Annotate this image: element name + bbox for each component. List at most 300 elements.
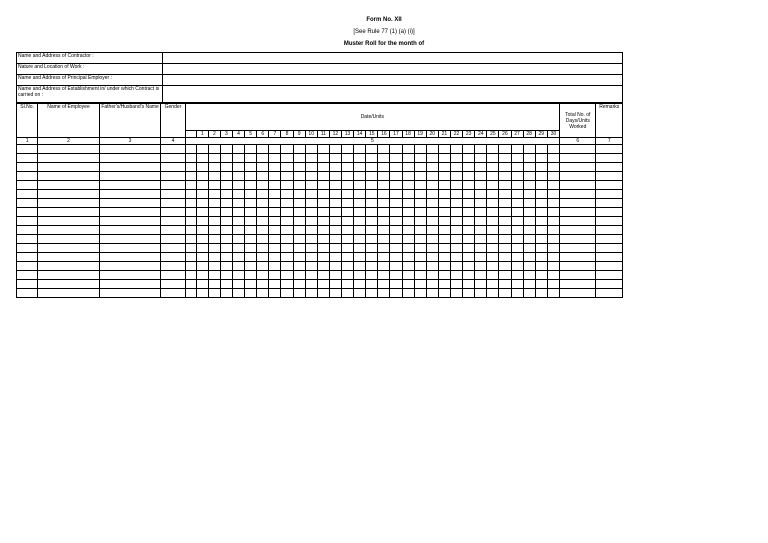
table-cell[interactable] bbox=[281, 226, 293, 235]
table-cell[interactable] bbox=[196, 208, 208, 217]
table-cell[interactable] bbox=[185, 154, 196, 163]
table-cell[interactable] bbox=[378, 226, 390, 235]
table-cell[interactable] bbox=[317, 199, 329, 208]
table-cell[interactable] bbox=[511, 163, 523, 172]
table-cell[interactable] bbox=[38, 235, 100, 244]
table-cell[interactable] bbox=[402, 235, 414, 244]
table-cell[interactable] bbox=[366, 271, 378, 280]
table-cell[interactable] bbox=[305, 181, 317, 190]
table-cell[interactable] bbox=[281, 154, 293, 163]
table-cell[interactable] bbox=[38, 181, 100, 190]
table-cell[interactable] bbox=[185, 172, 196, 181]
table-cell[interactable] bbox=[438, 235, 450, 244]
table-cell[interactable] bbox=[220, 181, 232, 190]
table-cell[interactable] bbox=[378, 154, 390, 163]
table-cell[interactable] bbox=[547, 253, 559, 262]
table-cell[interactable] bbox=[38, 289, 100, 298]
table-cell[interactable] bbox=[499, 271, 511, 280]
table-cell[interactable] bbox=[547, 163, 559, 172]
table-cell[interactable] bbox=[161, 190, 185, 199]
table-cell[interactable] bbox=[354, 163, 366, 172]
table-cell[interactable] bbox=[414, 271, 426, 280]
table-cell[interactable] bbox=[523, 226, 535, 235]
table-cell[interactable] bbox=[269, 244, 281, 253]
table-cell[interactable] bbox=[499, 253, 511, 262]
table-cell[interactable] bbox=[317, 244, 329, 253]
table-cell[interactable] bbox=[354, 181, 366, 190]
table-cell[interactable] bbox=[366, 181, 378, 190]
table-cell[interactable] bbox=[17, 163, 38, 172]
table-cell[interactable] bbox=[450, 253, 462, 262]
table-cell[interactable] bbox=[450, 217, 462, 226]
table-cell[interactable] bbox=[414, 172, 426, 181]
table-cell[interactable] bbox=[596, 154, 623, 163]
table-cell[interactable] bbox=[38, 199, 100, 208]
table-cell[interactable] bbox=[463, 217, 475, 226]
table-cell[interactable] bbox=[560, 271, 596, 280]
table-cell[interactable] bbox=[161, 154, 185, 163]
table-cell[interactable] bbox=[366, 163, 378, 172]
table-cell[interactable] bbox=[414, 262, 426, 271]
table-cell[interactable] bbox=[161, 271, 185, 280]
table-cell[interactable] bbox=[38, 226, 100, 235]
table-cell[interactable] bbox=[281, 289, 293, 298]
table-cell[interactable] bbox=[390, 199, 402, 208]
table-cell[interactable] bbox=[329, 235, 341, 244]
table-cell[interactable] bbox=[245, 280, 257, 289]
table-cell[interactable] bbox=[535, 235, 547, 244]
table-cell[interactable] bbox=[547, 217, 559, 226]
table-cell[interactable] bbox=[317, 217, 329, 226]
table-cell[interactable] bbox=[269, 172, 281, 181]
table-cell[interactable] bbox=[99, 253, 161, 262]
table-cell[interactable] bbox=[245, 199, 257, 208]
table-cell[interactable] bbox=[161, 244, 185, 253]
table-cell[interactable] bbox=[269, 217, 281, 226]
table-cell[interactable] bbox=[547, 262, 559, 271]
table-cell[interactable] bbox=[547, 154, 559, 163]
table-cell[interactable] bbox=[390, 208, 402, 217]
table-cell[interactable] bbox=[499, 190, 511, 199]
table-cell[interactable] bbox=[38, 190, 100, 199]
table-cell[interactable] bbox=[293, 280, 305, 289]
table-cell[interactable] bbox=[560, 190, 596, 199]
table-cell[interactable] bbox=[161, 226, 185, 235]
table-cell[interactable] bbox=[329, 181, 341, 190]
table-cell[interactable] bbox=[463, 181, 475, 190]
table-cell[interactable] bbox=[305, 217, 317, 226]
table-cell[interactable] bbox=[38, 145, 100, 154]
table-cell[interactable] bbox=[305, 244, 317, 253]
table-cell[interactable] bbox=[426, 172, 438, 181]
table-cell[interactable] bbox=[99, 181, 161, 190]
table-cell[interactable] bbox=[281, 217, 293, 226]
table-cell[interactable] bbox=[269, 262, 281, 271]
table-cell[interactable] bbox=[245, 217, 257, 226]
table-cell[interactable] bbox=[257, 271, 269, 280]
table-cell[interactable] bbox=[511, 280, 523, 289]
table-cell[interactable] bbox=[185, 190, 196, 199]
table-cell[interactable] bbox=[99, 235, 161, 244]
table-cell[interactable] bbox=[499, 208, 511, 217]
table-cell[interactable] bbox=[196, 226, 208, 235]
table-cell[interactable] bbox=[475, 244, 487, 253]
table-cell[interactable] bbox=[511, 271, 523, 280]
table-cell[interactable] bbox=[233, 235, 245, 244]
table-cell[interactable] bbox=[305, 289, 317, 298]
table-cell[interactable] bbox=[99, 289, 161, 298]
table-cell[interactable] bbox=[378, 244, 390, 253]
table-cell[interactable] bbox=[233, 154, 245, 163]
table-cell[interactable] bbox=[341, 181, 353, 190]
table-cell[interactable] bbox=[257, 289, 269, 298]
table-cell[interactable] bbox=[414, 280, 426, 289]
table-cell[interactable] bbox=[438, 262, 450, 271]
table-cell[interactable] bbox=[161, 217, 185, 226]
table-cell[interactable] bbox=[414, 289, 426, 298]
table-cell[interactable] bbox=[523, 217, 535, 226]
table-cell[interactable] bbox=[402, 271, 414, 280]
table-cell[interactable] bbox=[208, 145, 220, 154]
table-cell[interactable] bbox=[402, 262, 414, 271]
table-cell[interactable] bbox=[305, 199, 317, 208]
table-cell[interactable] bbox=[257, 217, 269, 226]
table-cell[interactable] bbox=[511, 253, 523, 262]
table-cell[interactable] bbox=[341, 235, 353, 244]
table-cell[interactable] bbox=[499, 280, 511, 289]
table-cell[interactable] bbox=[99, 172, 161, 181]
table-cell[interactable] bbox=[596, 199, 623, 208]
table-cell[interactable] bbox=[245, 163, 257, 172]
table-cell[interactable] bbox=[293, 199, 305, 208]
table-cell[interactable] bbox=[426, 226, 438, 235]
table-cell[interactable] bbox=[390, 280, 402, 289]
table-cell[interactable] bbox=[390, 190, 402, 199]
table-cell[interactable] bbox=[402, 244, 414, 253]
table-cell[interactable] bbox=[511, 172, 523, 181]
table-cell[interactable] bbox=[450, 226, 462, 235]
table-cell[interactable] bbox=[341, 244, 353, 253]
table-cell[interactable] bbox=[233, 181, 245, 190]
table-cell[interactable] bbox=[414, 181, 426, 190]
table-cell[interactable] bbox=[390, 181, 402, 190]
table-cell[interactable] bbox=[366, 190, 378, 199]
table-cell[interactable] bbox=[354, 208, 366, 217]
table-cell[interactable] bbox=[269, 199, 281, 208]
table-cell[interactable] bbox=[233, 190, 245, 199]
table-cell[interactable] bbox=[596, 271, 623, 280]
table-cell[interactable] bbox=[438, 271, 450, 280]
table-cell[interactable] bbox=[305, 271, 317, 280]
table-cell[interactable] bbox=[535, 271, 547, 280]
table-cell[interactable] bbox=[317, 145, 329, 154]
table-cell[interactable] bbox=[185, 145, 196, 154]
table-cell[interactable] bbox=[317, 289, 329, 298]
table-cell[interactable] bbox=[257, 172, 269, 181]
table-cell[interactable] bbox=[547, 226, 559, 235]
table-cell[interactable] bbox=[257, 244, 269, 253]
table-cell[interactable] bbox=[185, 271, 196, 280]
table-cell[interactable] bbox=[329, 208, 341, 217]
table-cell[interactable] bbox=[535, 226, 547, 235]
table-cell[interactable] bbox=[99, 190, 161, 199]
table-cell[interactable] bbox=[535, 181, 547, 190]
table-cell[interactable] bbox=[523, 145, 535, 154]
table-cell[interactable] bbox=[535, 208, 547, 217]
table-cell[interactable] bbox=[354, 172, 366, 181]
table-cell[interactable] bbox=[208, 271, 220, 280]
table-cell[interactable] bbox=[547, 172, 559, 181]
table-cell[interactable] bbox=[438, 145, 450, 154]
table-cell[interactable] bbox=[402, 226, 414, 235]
table-cell[interactable] bbox=[317, 226, 329, 235]
table-cell[interactable] bbox=[450, 289, 462, 298]
table-cell[interactable] bbox=[463, 208, 475, 217]
table-cell[interactable] bbox=[99, 217, 161, 226]
table-cell[interactable] bbox=[17, 181, 38, 190]
table-cell[interactable] bbox=[475, 262, 487, 271]
table-cell[interactable] bbox=[463, 199, 475, 208]
table-cell[interactable] bbox=[390, 145, 402, 154]
table-cell[interactable] bbox=[305, 190, 317, 199]
table-cell[interactable] bbox=[596, 244, 623, 253]
table-cell[interactable] bbox=[475, 199, 487, 208]
table-cell[interactable] bbox=[475, 253, 487, 262]
table-cell[interactable] bbox=[341, 199, 353, 208]
table-cell[interactable] bbox=[426, 154, 438, 163]
table-cell[interactable] bbox=[185, 235, 196, 244]
table-cell[interactable] bbox=[499, 289, 511, 298]
table-cell[interactable] bbox=[487, 190, 499, 199]
table-cell[interactable] bbox=[560, 154, 596, 163]
table-cell[interactable] bbox=[463, 226, 475, 235]
table-cell[interactable] bbox=[329, 145, 341, 154]
table-cell[interactable] bbox=[17, 217, 38, 226]
info-value-field[interactable] bbox=[163, 64, 623, 75]
table-cell[interactable] bbox=[341, 262, 353, 271]
table-cell[interactable] bbox=[596, 208, 623, 217]
table-cell[interactable] bbox=[329, 289, 341, 298]
table-cell[interactable] bbox=[535, 199, 547, 208]
table-cell[interactable] bbox=[378, 190, 390, 199]
table-cell[interactable] bbox=[38, 163, 100, 172]
table-cell[interactable] bbox=[390, 262, 402, 271]
table-cell[interactable] bbox=[547, 271, 559, 280]
table-cell[interactable] bbox=[233, 271, 245, 280]
table-cell[interactable] bbox=[281, 208, 293, 217]
table-cell[interactable] bbox=[475, 163, 487, 172]
table-cell[interactable] bbox=[487, 199, 499, 208]
table-cell[interactable] bbox=[317, 190, 329, 199]
table-cell[interactable] bbox=[378, 217, 390, 226]
table-cell[interactable] bbox=[547, 199, 559, 208]
table-cell[interactable] bbox=[269, 208, 281, 217]
table-cell[interactable] bbox=[161, 145, 185, 154]
table-cell[interactable] bbox=[281, 253, 293, 262]
table-cell[interactable] bbox=[17, 271, 38, 280]
table-cell[interactable] bbox=[487, 154, 499, 163]
table-cell[interactable] bbox=[317, 271, 329, 280]
table-cell[interactable] bbox=[196, 181, 208, 190]
table-cell[interactable] bbox=[487, 181, 499, 190]
table-cell[interactable] bbox=[196, 190, 208, 199]
table-cell[interactable] bbox=[354, 190, 366, 199]
table-cell[interactable] bbox=[378, 199, 390, 208]
table-cell[interactable] bbox=[329, 172, 341, 181]
table-cell[interactable] bbox=[402, 190, 414, 199]
table-cell[interactable] bbox=[475, 181, 487, 190]
table-cell[interactable] bbox=[220, 172, 232, 181]
table-cell[interactable] bbox=[438, 253, 450, 262]
table-cell[interactable] bbox=[402, 289, 414, 298]
table-cell[interactable] bbox=[596, 217, 623, 226]
table-cell[interactable] bbox=[414, 217, 426, 226]
table-cell[interactable] bbox=[17, 154, 38, 163]
table-cell[interactable] bbox=[450, 244, 462, 253]
table-cell[interactable] bbox=[414, 145, 426, 154]
table-cell[interactable] bbox=[511, 217, 523, 226]
table-cell[interactable] bbox=[438, 172, 450, 181]
table-cell[interactable] bbox=[281, 262, 293, 271]
table-cell[interactable] bbox=[366, 208, 378, 217]
table-cell[interactable] bbox=[185, 199, 196, 208]
table-cell[interactable] bbox=[245, 235, 257, 244]
table-cell[interactable] bbox=[487, 208, 499, 217]
table-cell[interactable] bbox=[269, 253, 281, 262]
table-cell[interactable] bbox=[438, 280, 450, 289]
table-cell[interactable] bbox=[402, 253, 414, 262]
table-cell[interactable] bbox=[161, 280, 185, 289]
table-cell[interactable] bbox=[378, 280, 390, 289]
table-cell[interactable] bbox=[354, 217, 366, 226]
table-cell[interactable] bbox=[438, 208, 450, 217]
table-cell[interactable] bbox=[269, 145, 281, 154]
table-cell[interactable] bbox=[378, 271, 390, 280]
table-cell[interactable] bbox=[547, 280, 559, 289]
table-cell[interactable] bbox=[378, 235, 390, 244]
table-cell[interactable] bbox=[208, 226, 220, 235]
table-cell[interactable] bbox=[161, 262, 185, 271]
table-cell[interactable] bbox=[414, 235, 426, 244]
table-cell[interactable] bbox=[523, 190, 535, 199]
table-cell[interactable] bbox=[257, 280, 269, 289]
table-cell[interactable] bbox=[329, 244, 341, 253]
table-cell[interactable] bbox=[390, 244, 402, 253]
table-cell[interactable] bbox=[161, 199, 185, 208]
table-cell[interactable] bbox=[366, 226, 378, 235]
table-cell[interactable] bbox=[305, 226, 317, 235]
table-cell[interactable] bbox=[317, 181, 329, 190]
table-cell[interactable] bbox=[38, 280, 100, 289]
table-cell[interactable] bbox=[208, 280, 220, 289]
table-cell[interactable] bbox=[487, 289, 499, 298]
table-cell[interactable] bbox=[475, 145, 487, 154]
table-cell[interactable] bbox=[438, 163, 450, 172]
table-cell[interactable] bbox=[305, 253, 317, 262]
table-cell[interactable] bbox=[366, 199, 378, 208]
table-cell[interactable] bbox=[560, 253, 596, 262]
table-cell[interactable] bbox=[233, 289, 245, 298]
table-cell[interactable] bbox=[220, 253, 232, 262]
table-cell[interactable] bbox=[329, 280, 341, 289]
table-cell[interactable] bbox=[450, 208, 462, 217]
table-cell[interactable] bbox=[281, 145, 293, 154]
table-cell[interactable] bbox=[523, 154, 535, 163]
table-cell[interactable] bbox=[560, 244, 596, 253]
table-cell[interactable] bbox=[257, 208, 269, 217]
table-cell[interactable] bbox=[341, 163, 353, 172]
table-cell[interactable] bbox=[257, 235, 269, 244]
table-cell[interactable] bbox=[257, 226, 269, 235]
table-cell[interactable] bbox=[511, 208, 523, 217]
table-cell[interactable] bbox=[414, 163, 426, 172]
table-cell[interactable] bbox=[487, 235, 499, 244]
table-cell[interactable] bbox=[281, 190, 293, 199]
table-cell[interactable] bbox=[366, 154, 378, 163]
table-cell[interactable] bbox=[378, 208, 390, 217]
table-cell[interactable] bbox=[426, 181, 438, 190]
table-cell[interactable] bbox=[463, 262, 475, 271]
table-cell[interactable] bbox=[475, 172, 487, 181]
table-cell[interactable] bbox=[208, 253, 220, 262]
table-cell[interactable] bbox=[99, 199, 161, 208]
table-cell[interactable] bbox=[185, 289, 196, 298]
table-cell[interactable] bbox=[560, 208, 596, 217]
table-cell[interactable] bbox=[402, 154, 414, 163]
table-cell[interactable] bbox=[354, 253, 366, 262]
table-cell[interactable] bbox=[99, 226, 161, 235]
table-cell[interactable] bbox=[161, 235, 185, 244]
table-cell[interactable] bbox=[233, 244, 245, 253]
table-cell[interactable] bbox=[426, 280, 438, 289]
table-cell[interactable] bbox=[99, 208, 161, 217]
table-cell[interactable] bbox=[475, 235, 487, 244]
table-cell[interactable] bbox=[511, 244, 523, 253]
table-cell[interactable] bbox=[378, 172, 390, 181]
table-cell[interactable] bbox=[450, 280, 462, 289]
table-cell[interactable] bbox=[535, 163, 547, 172]
table-cell[interactable] bbox=[220, 271, 232, 280]
table-cell[interactable] bbox=[523, 163, 535, 172]
table-cell[interactable] bbox=[487, 226, 499, 235]
table-cell[interactable] bbox=[560, 217, 596, 226]
table-cell[interactable] bbox=[414, 154, 426, 163]
table-cell[interactable] bbox=[305, 280, 317, 289]
table-cell[interactable] bbox=[596, 262, 623, 271]
table-cell[interactable] bbox=[208, 262, 220, 271]
table-cell[interactable] bbox=[560, 280, 596, 289]
table-cell[interactable] bbox=[596, 226, 623, 235]
table-cell[interactable] bbox=[487, 145, 499, 154]
table-cell[interactable] bbox=[390, 253, 402, 262]
table-cell[interactable] bbox=[523, 253, 535, 262]
table-cell[interactable] bbox=[208, 163, 220, 172]
table-cell[interactable] bbox=[450, 145, 462, 154]
table-cell[interactable] bbox=[99, 163, 161, 172]
table-cell[interactable] bbox=[426, 217, 438, 226]
table-cell[interactable] bbox=[475, 271, 487, 280]
table-cell[interactable] bbox=[17, 280, 38, 289]
table-cell[interactable] bbox=[378, 253, 390, 262]
table-cell[interactable] bbox=[196, 280, 208, 289]
table-cell[interactable] bbox=[523, 280, 535, 289]
table-cell[interactable] bbox=[390, 235, 402, 244]
table-cell[interactable] bbox=[402, 145, 414, 154]
table-cell[interactable] bbox=[596, 163, 623, 172]
table-cell[interactable] bbox=[317, 208, 329, 217]
table-cell[interactable] bbox=[450, 271, 462, 280]
table-cell[interactable] bbox=[293, 208, 305, 217]
